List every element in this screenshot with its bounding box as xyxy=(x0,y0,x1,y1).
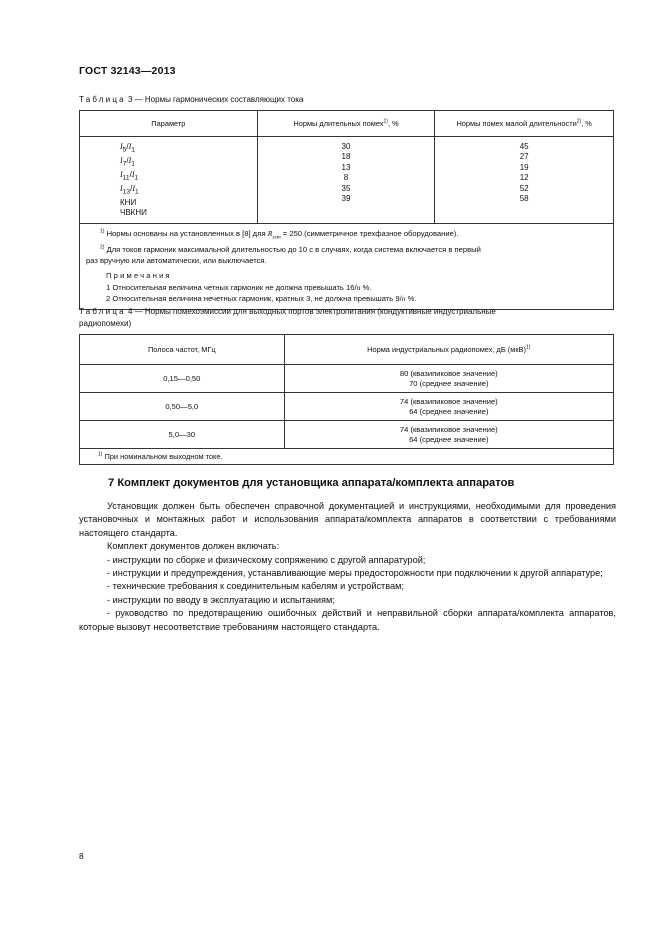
param-num-sub: 13 xyxy=(122,188,131,196)
emission-table xyxy=(79,334,614,465)
list-item: - инструкции по сборке и физическому сопряжению с другой аппаратурой; xyxy=(107,554,426,565)
table3-header-short xyxy=(435,111,614,137)
param-row: $I_{11}/I_1$ xyxy=(120,170,139,182)
param-num: I xyxy=(120,156,123,165)
param-num-sub: 11 xyxy=(122,174,130,182)
note-n: n xyxy=(401,293,406,303)
standard-header: ГОСТ 32143—2013 xyxy=(79,65,176,77)
section-7-body xyxy=(79,500,616,634)
harmonics-table xyxy=(79,110,614,310)
note-text: 2 Относительная величина нечетных гармоник, кратных 3, не должна превышать 9/ xyxy=(106,293,402,303)
section-7-title: 7 Комплект документов для установщика аппарата/комплекта аппаратов xyxy=(108,477,515,489)
param-row: ЧВКНИ xyxy=(120,208,147,218)
table4-header-norm xyxy=(284,335,613,365)
footnote-text: Нормы основаны на установленных в [8] для xyxy=(104,228,268,238)
list-item: - инструкции по вводу в эксплуатацию и испытаниям; xyxy=(107,594,335,605)
note-text: %. xyxy=(360,282,372,292)
short-value: 19 xyxy=(519,162,529,172)
list-item: - технические требования к соединительным кабелям и устройствам; xyxy=(107,581,405,592)
short-header-label: Нормы помех малой длительности xyxy=(456,119,577,128)
short-value: 27 xyxy=(519,152,529,162)
norm-cell xyxy=(284,365,613,393)
table3-data-row xyxy=(80,137,614,224)
param-num: I xyxy=(120,142,123,151)
short-value: 12 xyxy=(519,173,529,183)
table4-header-row xyxy=(80,335,614,365)
footnote-text: Для токов гармоник максимальной длительностью до 10 с в случаях, когда система включается в первый xyxy=(104,244,481,254)
band-cell: 0,15—0,50 xyxy=(80,365,285,393)
param-row: $I_7/I_1$ xyxy=(120,156,135,168)
param-row: КНИ xyxy=(120,198,137,207)
note-text: 1 Относительная величина четных гармоник не должна превышать 16/ xyxy=(106,282,357,292)
param-den-sub: 1 xyxy=(134,174,139,182)
table-row xyxy=(80,393,614,421)
table4-caption-word: Таблица xyxy=(79,307,126,316)
param-den-sub: 1 xyxy=(131,160,135,168)
param-num: I xyxy=(120,170,123,179)
table3-header-param xyxy=(80,111,258,137)
table4-caption-text-2: радиопомехи) xyxy=(79,319,132,328)
page-number: 8 xyxy=(79,851,84,861)
short-header-unit: , % xyxy=(581,119,592,128)
param-row: $I_5/I_1$ xyxy=(120,142,135,154)
param-den: I xyxy=(132,184,135,193)
short-value: 45 xyxy=(519,142,529,151)
average-value: 70 (среднее значение) xyxy=(409,378,489,388)
quasi-peak-value: 74 (квазипиковое значение) xyxy=(399,424,498,434)
table3-header-long xyxy=(257,111,435,137)
footnote-1 xyxy=(86,228,607,244)
average-value: 64 (среднее значение) xyxy=(409,434,489,444)
paragraph: Комплект документов должен включать: xyxy=(107,541,280,552)
footnote-2 xyxy=(86,244,607,255)
param-den: I xyxy=(131,170,135,179)
long-header-unit: , % xyxy=(387,119,399,128)
note-text: %. xyxy=(405,293,417,303)
table3-short-cell xyxy=(435,137,614,224)
table3-caption xyxy=(79,94,619,106)
long-value: 8 xyxy=(343,173,349,183)
table4-footnote-row xyxy=(80,449,614,465)
band-cell: 5,0—30 xyxy=(80,421,285,449)
table3-notes-row xyxy=(80,223,614,309)
table4-caption xyxy=(79,306,619,330)
quasi-peak-value: 80 (квазипиковое значение) xyxy=(399,368,498,378)
table3-caption-text: 3 — Нормы гармонических составляющих тока xyxy=(125,95,304,104)
average-value: 64 (среднее значение) xyxy=(409,406,489,416)
footnote-r-sub: ssm xyxy=(272,234,281,241)
table3-param-cell xyxy=(80,137,258,224)
table3-header-row xyxy=(80,111,614,137)
paragraph: Установщик должен быть обеспечен справочной документацией и инструкциями, необходимыми для проведения установочных и монтажных работ и использования аппарата/комплекта аппаратов в соответствии с требованиями настоящего стандарта. xyxy=(79,501,616,538)
table-row xyxy=(80,365,614,393)
table3-notes-cell xyxy=(80,223,614,309)
list-item: - инструкции и предупреждения, устанавливающие меры предосторожности при подключении к другой аппаратуре; xyxy=(107,568,603,579)
footnote-text: = 250 (симметричное трехфазное оборудование). xyxy=(280,228,459,238)
band-cell: 0,50—5,0 xyxy=(80,393,285,421)
table-row xyxy=(80,421,614,449)
footnote-text: При номинальном выходном токе. xyxy=(102,451,223,461)
norm-header-sup: 1) xyxy=(525,344,531,351)
table3-caption-word: Таблица xyxy=(79,95,126,104)
short-value: 58 xyxy=(519,194,529,204)
long-header-sup: 1) xyxy=(383,118,388,125)
long-header-label: Нормы длительных помех xyxy=(293,119,384,128)
param-num-sub: 7 xyxy=(122,160,127,168)
param-den-sub: 1 xyxy=(131,146,135,154)
short-value: 52 xyxy=(519,183,529,193)
norm-cell xyxy=(284,421,613,449)
note-2 xyxy=(86,293,607,304)
list-item: - руководство по предотвращению ошибочных действий и неправильной сборки аппарата/комплекта аппаратов, которые вызовут несоответствие требованиям настоящего стандарта. xyxy=(79,608,616,632)
footnote-mark: 2) xyxy=(100,244,105,251)
norm-header-label: Норма индустриальных радиопомех, дБ (мкВ) xyxy=(367,345,526,354)
table4-caption-text: 4 — Нормы помехоэмиссии для выходных портов электропитания (кондуктивные индустриальные xyxy=(125,307,496,316)
footnote-r: R xyxy=(267,228,273,238)
footnote-mark: 1) xyxy=(98,451,103,458)
param-header-label: Параметр xyxy=(151,119,186,128)
short-header-sup: 2) xyxy=(576,118,582,125)
param-num-sub: 5 xyxy=(122,146,127,154)
note-1 xyxy=(86,282,607,293)
long-value: 18 xyxy=(341,152,351,162)
long-value: 30 xyxy=(341,142,351,151)
footnote-mark: 1) xyxy=(100,228,105,235)
quasi-peak-value: 74 (квазипиковое значение) xyxy=(399,396,498,406)
note-n: n xyxy=(356,282,361,292)
long-value: 13 xyxy=(341,162,351,172)
norm-cell xyxy=(284,393,613,421)
table4-header-band: Полоса частот, МГц xyxy=(80,335,285,365)
long-value: 35 xyxy=(341,183,351,193)
param-num: I xyxy=(120,184,123,193)
param-den: I xyxy=(128,156,132,165)
table4-footnote xyxy=(80,449,614,465)
param-den-sub: 1 xyxy=(134,188,139,196)
footnote-2-cont: раз вручную или автоматически, или выключается. xyxy=(86,255,267,265)
long-value: 39 xyxy=(341,194,351,204)
table3-long-cell xyxy=(257,137,435,224)
param-row: $I_{13}/I_1$ xyxy=(120,184,139,196)
param-den: I xyxy=(128,142,132,151)
notes-title: Примечания xyxy=(106,271,172,281)
